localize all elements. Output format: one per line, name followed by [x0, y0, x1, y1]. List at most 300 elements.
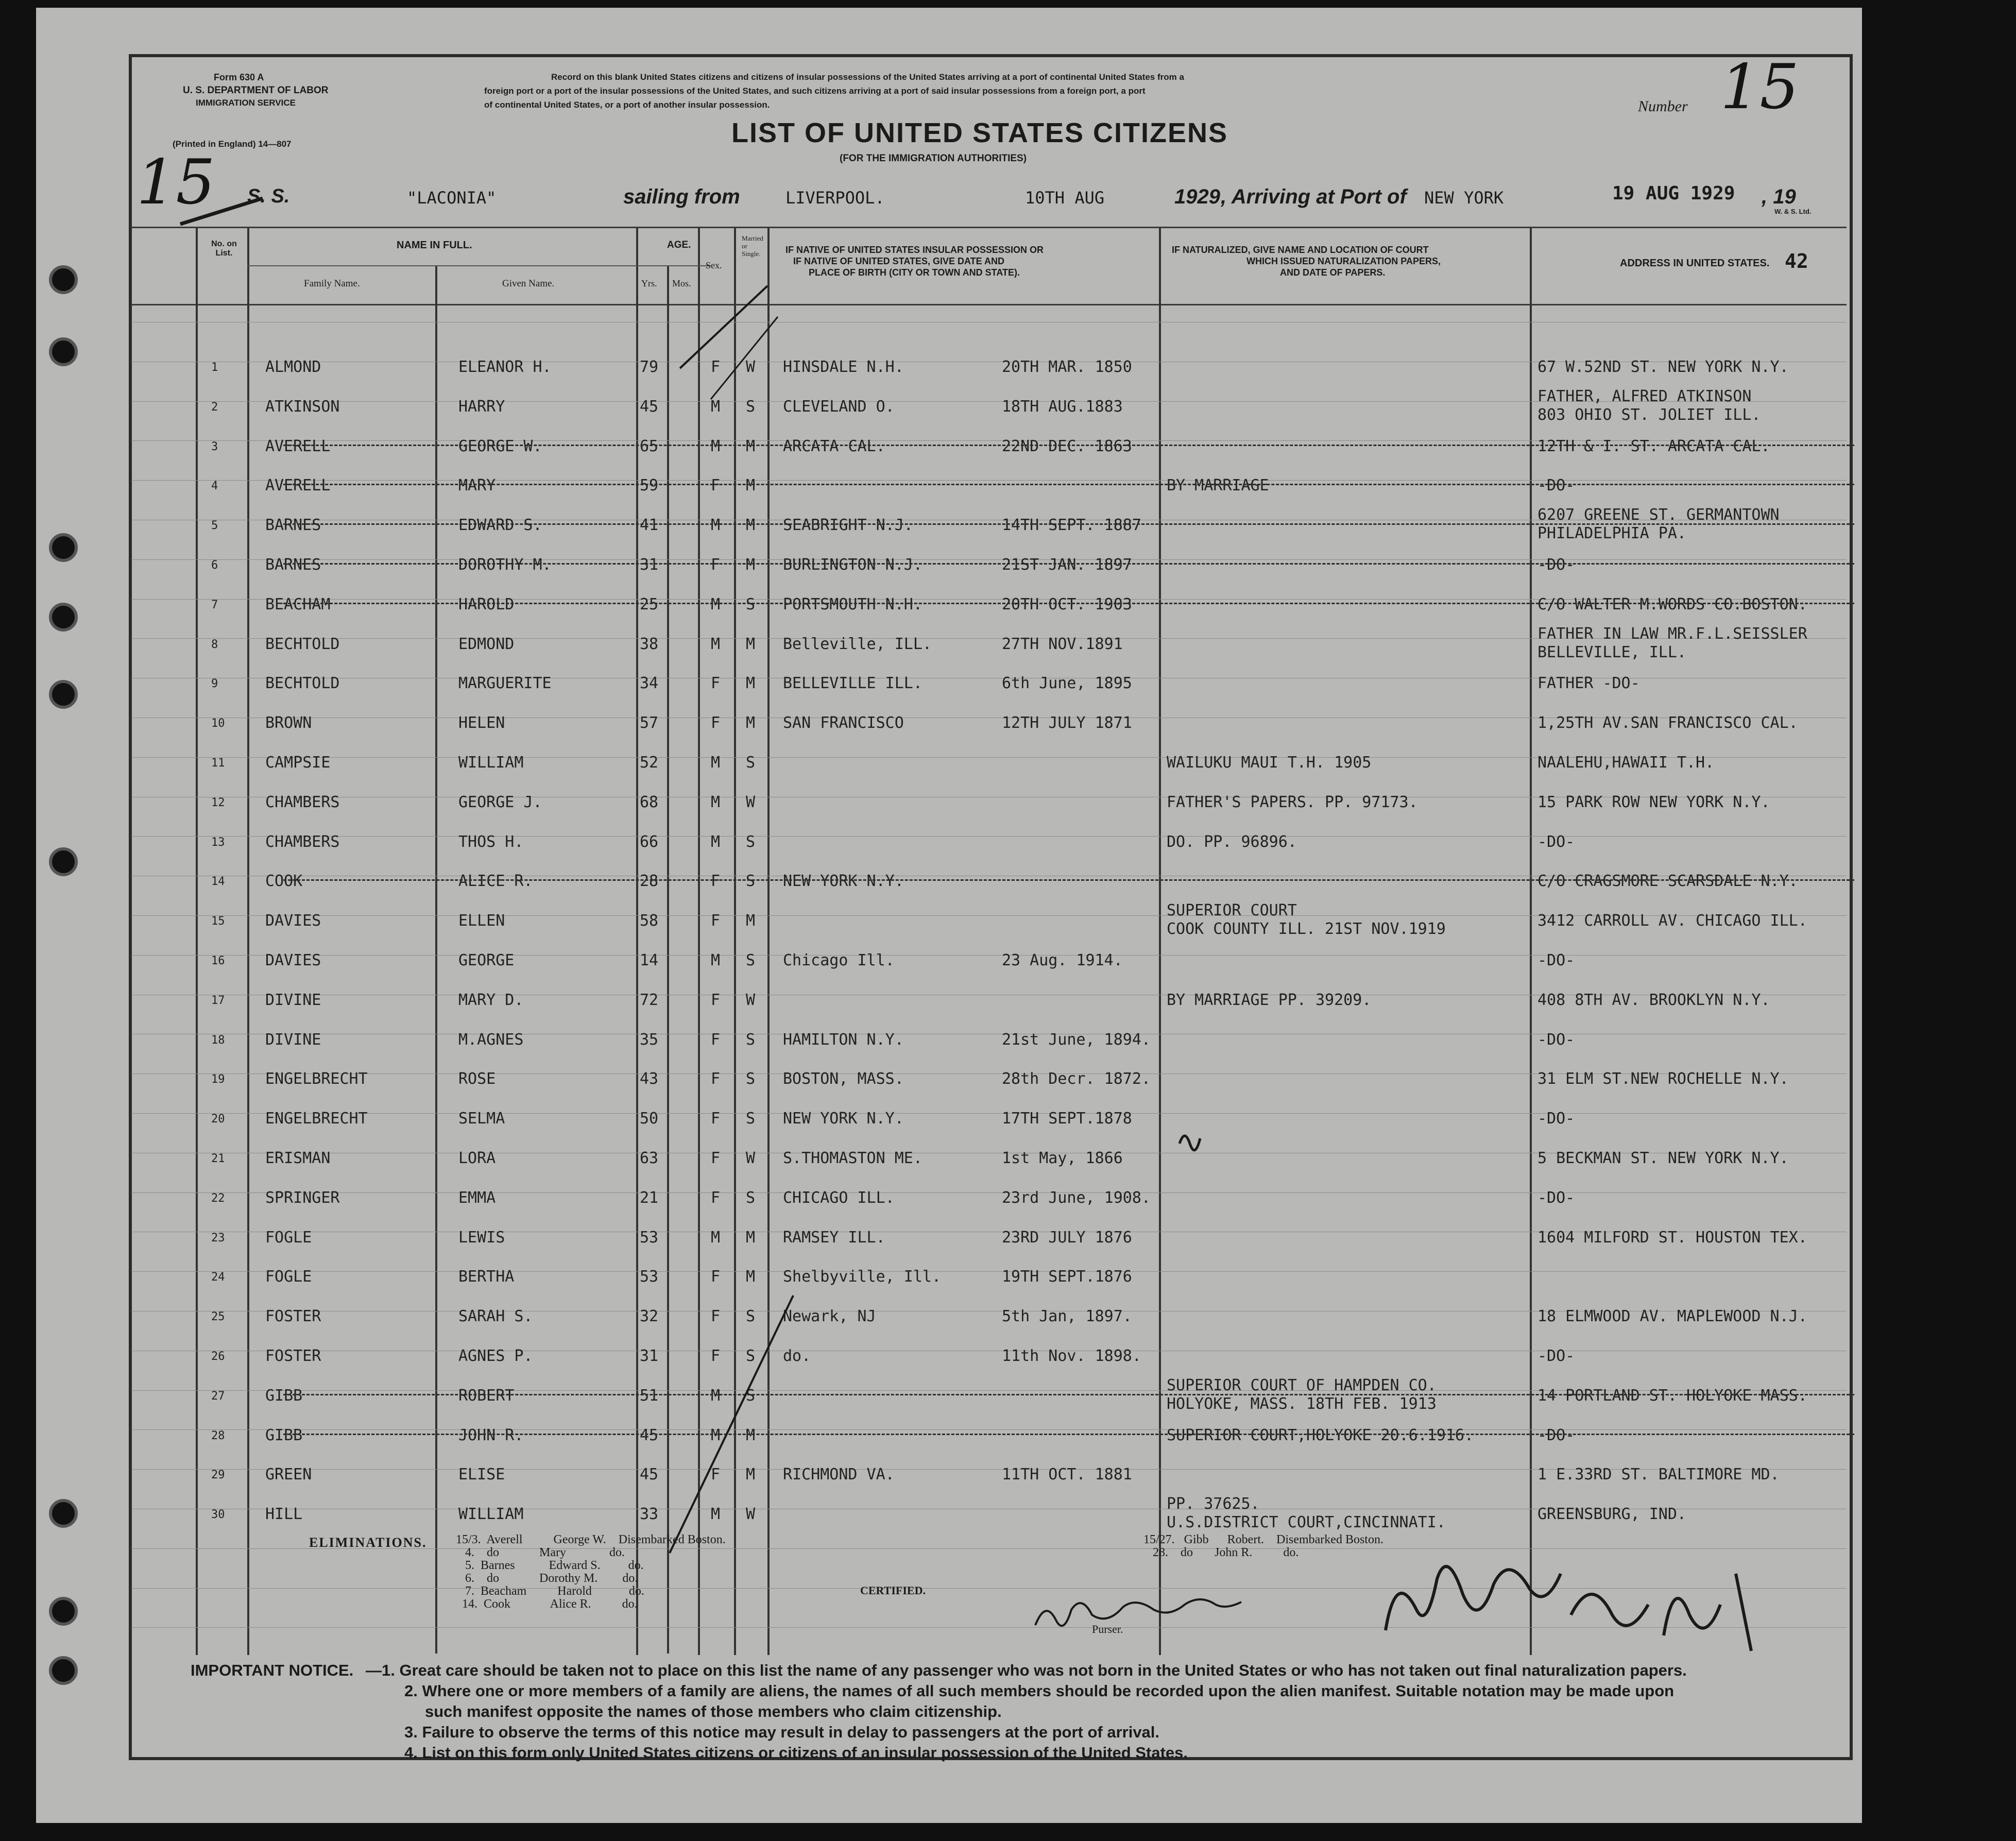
- birth-place: RAMSEY ILL.: [783, 1229, 885, 1247]
- strike-through-line: [283, 523, 1854, 525]
- marital-status: M: [746, 516, 756, 534]
- elimination-entry: 6. do Dorothy M. do.: [456, 1572, 638, 1585]
- address-line-2: BELLEVILLE, ILL.: [1537, 643, 1686, 661]
- marital-status: W: [746, 1505, 756, 1523]
- strike-through-line: [283, 1394, 1854, 1395]
- given-name: LEWIS: [458, 1229, 505, 1247]
- given-name: ROSE: [458, 1070, 496, 1088]
- sex: F: [711, 556, 721, 574]
- marital-status: S: [746, 1347, 756, 1365]
- age-years: 53: [640, 1268, 659, 1286]
- sex: M: [711, 1426, 721, 1444]
- address: 6207 GREENE ST. GERMANTOWN: [1537, 506, 1780, 524]
- birth-place: BOSTON, MASS.: [783, 1070, 904, 1088]
- ruled-line: [131, 1271, 1847, 1272]
- sex: F: [711, 1347, 721, 1365]
- age-years: 32: [640, 1307, 659, 1325]
- family-name: CHAMBERS: [265, 833, 340, 851]
- marital-status: S: [746, 1189, 756, 1207]
- birth-place: HAMILTON N.Y.: [783, 1031, 904, 1049]
- given-name: MARY D.: [458, 991, 524, 1009]
- elimination-entry: 7. Beacham Harold do.: [456, 1584, 644, 1598]
- birth-date: 21st June, 1894.: [1002, 1031, 1151, 1049]
- address: 1 E.33RD ST. BALTIMORE MD.: [1537, 1465, 1780, 1484]
- row-number: 13: [211, 836, 225, 849]
- strike-through-line: [283, 563, 1854, 565]
- age-years: 58: [640, 912, 659, 930]
- family-name: COOK: [265, 872, 303, 890]
- marital-status: M: [746, 1268, 756, 1286]
- marital-status: M: [746, 674, 756, 692]
- row-number: 11: [211, 757, 225, 770]
- naturalization: SUPERIOR COURT OF HAMPDEN CO.: [1167, 1376, 1437, 1394]
- sex: F: [711, 1110, 721, 1128]
- sex: F: [711, 991, 721, 1009]
- form-number: Form 630 A: [214, 72, 264, 82]
- given-name: ELISE: [458, 1465, 505, 1484]
- family-name: FOSTER: [265, 1307, 321, 1325]
- marital-status: S: [746, 951, 756, 969]
- notice-item-3: 3. Failure to observe the terms of this notice may result in delay to passengers at the port of arrival.: [404, 1723, 1160, 1741]
- age-years: 28: [640, 872, 659, 890]
- notice-item-1: —1. Great care should be taken not to place on this list the name of any passenger who was not born in the United States or who has not taken out final naturalization papers.: [366, 1661, 1687, 1679]
- sex: M: [711, 793, 721, 811]
- address-line-2: 803 OHIO ST. JOLIET ILL.: [1537, 406, 1761, 424]
- birth-place: Belleville, ILL.: [783, 635, 932, 653]
- header-age: AGE.: [667, 240, 691, 250]
- record-note-1: Record on this blank United States citizens and citizens of insular possessions of the United States arriving at a port of continental United States from a: [551, 72, 1184, 82]
- ruled-line: [131, 1429, 1847, 1430]
- birth-date: 23 Aug. 1914.: [1002, 951, 1123, 969]
- given-name: ALICE R.: [458, 872, 533, 890]
- purser-signature: [1030, 1594, 1246, 1641]
- strike-through-line: [283, 603, 1854, 604]
- family-name: ENGELBRECHT: [265, 1110, 368, 1128]
- given-name: HARRY: [458, 398, 505, 416]
- address: 31 ELM ST.NEW ROCHELLE N.Y.: [1537, 1070, 1789, 1088]
- address: 67 W.52ND ST. NEW YORK N.Y.: [1537, 358, 1789, 376]
- birth-date: 6th June, 1895: [1002, 674, 1132, 692]
- birth-date: 27TH NOV.1891: [1002, 635, 1123, 653]
- year-suffix: , 19: [1762, 185, 1796, 208]
- naturalization: DO. PP. 96896.: [1167, 833, 1297, 851]
- binder-hole: [49, 265, 78, 294]
- sex: F: [711, 1268, 721, 1286]
- family-name: BARNES: [265, 516, 321, 534]
- birth-date: 20TH MAR. 1850: [1002, 358, 1132, 376]
- given-name: EMMA: [458, 1189, 496, 1207]
- family-name: ATKINSON: [265, 398, 340, 416]
- birth-place: do.: [783, 1347, 811, 1365]
- address: -DO-: [1537, 556, 1575, 574]
- age-years: 31: [640, 1347, 659, 1365]
- given-name: ELEANOR H.: [458, 358, 552, 376]
- marital-status: M: [746, 437, 756, 455]
- sex: M: [711, 1505, 721, 1523]
- birth-date: 5th Jan, 1897.: [1002, 1307, 1132, 1325]
- naturalization-line-2: COOK COUNTY ILL. 21ST NOV.1919: [1167, 920, 1446, 938]
- arriving-label: , Arriving at Port of: [1221, 185, 1407, 208]
- family-name: BROWN: [265, 714, 312, 732]
- age-years: 45: [640, 1426, 659, 1444]
- row-number: 6: [211, 559, 218, 572]
- age-years: 57: [640, 714, 659, 732]
- header-given: Given Name.: [502, 278, 555, 289]
- sex: M: [711, 595, 721, 613]
- address-count: 42: [1785, 250, 1808, 272]
- row-number: 24: [211, 1271, 225, 1284]
- naturalization: WAILUKU MAUI T.H. 1905: [1167, 754, 1372, 772]
- row-number: 4: [211, 480, 218, 492]
- given-name: ELLEN: [458, 912, 505, 930]
- row-number: 8: [211, 638, 218, 651]
- sex: F: [711, 674, 721, 692]
- row-number: 20: [211, 1113, 225, 1126]
- row-number: 7: [211, 599, 218, 611]
- row-number: 22: [211, 1192, 225, 1205]
- sex: M: [711, 1229, 721, 1247]
- sex: F: [711, 912, 721, 930]
- marital-status: S: [746, 754, 756, 772]
- given-name: THOS H.: [458, 833, 524, 851]
- row-number: 14: [211, 875, 225, 888]
- record-note-3: of continental United States, or a port of another insular possession.: [484, 100, 770, 110]
- address: FATHER, ALFRED ATKINSON: [1537, 387, 1752, 405]
- given-name: HELEN: [458, 714, 505, 732]
- marital-status: M: [746, 1229, 756, 1247]
- row-number: 3: [211, 440, 218, 453]
- family-name: SPRINGER: [265, 1189, 340, 1207]
- age-years: 45: [640, 398, 659, 416]
- row-number: 29: [211, 1469, 225, 1481]
- age-years: 38: [640, 635, 659, 653]
- ruled-line: [131, 480, 1847, 481]
- family-name: DAVIES: [265, 912, 321, 930]
- binder-hole: [49, 1656, 78, 1685]
- birth-place: CHICAGO ILL.: [783, 1189, 895, 1207]
- address: C/O WALTER M.WORDS CO.BOSTON.: [1537, 595, 1807, 613]
- age-years: 41: [640, 516, 659, 534]
- family-name: ERISMAN: [265, 1149, 331, 1167]
- family-name: DIVINE: [265, 1031, 321, 1049]
- family-name: ENGELBRECHT: [265, 1070, 368, 1088]
- given-name: AGNES P.: [458, 1347, 533, 1365]
- row-number: 1: [211, 361, 218, 374]
- birth-date: 1st May, 1866: [1002, 1149, 1123, 1167]
- marital-status: M: [746, 1465, 756, 1484]
- col-divider: [196, 228, 198, 1655]
- record-note-2: foreign port or a port of the insular possessions of the United States, and such citizens arriving at a port of said insular possessions from a foreign port, a port: [484, 86, 1146, 96]
- family-name: GIBB: [265, 1387, 303, 1405]
- binder-hole: [49, 1499, 78, 1528]
- header-no: No. on List.: [211, 240, 237, 258]
- header-family: Family Name.: [304, 278, 360, 289]
- margin-list-number: 15: [136, 147, 215, 218]
- col-divider: [435, 265, 437, 1654]
- ruled-line: [131, 955, 1847, 956]
- age-years: 25: [640, 595, 659, 613]
- marital-status: W: [746, 991, 756, 1009]
- birth-date: 21ST JAN. 1897: [1002, 556, 1132, 574]
- col-divider: [1159, 228, 1161, 1655]
- sex: F: [711, 1465, 721, 1484]
- birth-date: 11TH OCT. 1881: [1002, 1465, 1132, 1484]
- sex: F: [711, 1149, 721, 1167]
- given-name: WILLIAM: [458, 754, 524, 772]
- sex: M: [711, 398, 721, 416]
- col-divider: [667, 265, 669, 1654]
- birth-place: SEABRIGHT N.J.: [783, 516, 913, 534]
- family-name: DIVINE: [265, 991, 321, 1009]
- age-years: 33: [640, 1505, 659, 1523]
- family-name: BECHTOLD: [265, 635, 340, 653]
- family-name: BARNES: [265, 556, 321, 574]
- service-label: IMMIGRATION SERVICE: [196, 98, 296, 108]
- row-number: 17: [211, 994, 225, 1007]
- age-years: 72: [640, 991, 659, 1009]
- address: 14 PORTLAND ST. HOLYOKE MASS.: [1537, 1387, 1807, 1405]
- marital-status: S: [746, 1031, 756, 1049]
- header-native-1: IF NATIVE OF UNITED STATES INSULAR POSSESSION OR: [785, 245, 1044, 255]
- row-number: 27: [211, 1390, 225, 1403]
- row-number: 18: [211, 1034, 225, 1047]
- ruled-line: [131, 1192, 1847, 1193]
- row-number: 19: [211, 1073, 225, 1086]
- given-name: EDWARD S.: [458, 516, 542, 534]
- header-married: Married or Single.: [742, 234, 763, 258]
- arrival-date-stamp: 19 AUG 1929: [1612, 183, 1735, 204]
- address: -DO-: [1537, 1110, 1575, 1128]
- binder-hole: [49, 680, 78, 709]
- col-divider: [247, 228, 249, 1655]
- sailing-label: sailing from: [623, 185, 740, 208]
- address: C/O CRAGSMORE SCARSDALE N.Y.: [1537, 872, 1798, 890]
- age-years: 21: [640, 1189, 659, 1207]
- printed-note: (Printed in England) 14—807: [173, 139, 292, 149]
- row-number: 16: [211, 954, 225, 967]
- col-divider: [767, 228, 770, 1655]
- marital-status: S: [746, 595, 756, 613]
- sex: F: [711, 1031, 721, 1049]
- birth-place: Chicago Ill.: [783, 951, 895, 969]
- given-name: SARAH S.: [458, 1307, 533, 1325]
- family-name: CHAMBERS: [265, 793, 340, 811]
- birth-place: BURLINGTON N.J.: [783, 556, 922, 574]
- sex: M: [711, 951, 721, 969]
- header-naturalized-3: AND DATE OF PAPERS.: [1280, 267, 1386, 278]
- given-name: MARGUERITE: [458, 674, 552, 692]
- col-divider: [636, 228, 638, 1655]
- manifest-sheet: [36, 8, 1862, 1823]
- port-from: LIVERPOOL.: [785, 188, 885, 208]
- col-divider: [734, 228, 736, 1655]
- family-name: AVERELL: [265, 476, 331, 495]
- sex: F: [711, 1070, 721, 1088]
- certified-label: CERTIFIED.: [860, 1584, 926, 1597]
- address: -DO-: [1537, 476, 1575, 495]
- binder-hole: [49, 337, 78, 366]
- marital-status: M: [746, 912, 756, 930]
- address: 12TH & I. ST. ARCATA CAL.: [1537, 437, 1770, 455]
- eliminations-list-left: [456, 1533, 726, 1611]
- birth-place: BELLEVILLE ILL.: [783, 674, 922, 692]
- sex: F: [711, 714, 721, 732]
- col-divider: [1530, 228, 1532, 1655]
- family-name: FOGLE: [265, 1268, 312, 1286]
- sex: M: [711, 833, 721, 851]
- address: GREENSBURG, IND.: [1537, 1505, 1686, 1523]
- row-number: 21: [211, 1152, 225, 1165]
- marital-status: S: [746, 398, 756, 416]
- binder-hole: [49, 533, 78, 562]
- row-number: 12: [211, 796, 225, 809]
- given-name: ROBERT: [458, 1387, 515, 1405]
- year-from: 1929: [1174, 185, 1220, 208]
- birth-place: S.THOMASTON ME.: [783, 1149, 922, 1167]
- given-name: BERTHA: [458, 1268, 515, 1286]
- family-name: GREEN: [265, 1465, 312, 1484]
- age-years: 53: [640, 1229, 659, 1247]
- strike-through-line: [283, 484, 1854, 485]
- marital-status: W: [746, 1149, 756, 1167]
- address: -DO-: [1537, 1031, 1575, 1049]
- notice-label: IMPORTANT NOTICE.: [191, 1661, 354, 1679]
- age-years: 43: [640, 1070, 659, 1088]
- marital-status: S: [746, 833, 756, 851]
- notice-item-2-cont: such manifest opposite the names of those members who claim citizenship.: [425, 1702, 1002, 1720]
- address: -DO-: [1537, 1426, 1575, 1444]
- birth-place: CLEVELAND O.: [783, 398, 895, 416]
- sex: M: [711, 516, 721, 534]
- birth-date: 18TH AUG.1883: [1002, 398, 1123, 416]
- binder-hole: [49, 1597, 78, 1626]
- strike-through-line: [283, 445, 1854, 446]
- form-title: LIST OF UNITED STATES CITIZENS: [731, 117, 1228, 148]
- birth-place: ARCATA CAL.: [783, 437, 885, 455]
- date-from: 10TH AUG: [1025, 188, 1105, 208]
- sex: F: [711, 1307, 721, 1325]
- birth-place: Newark, NJ: [783, 1307, 876, 1325]
- naturalization-line-2: HOLYOKE, MASS. 18TH FEB. 1913: [1167, 1395, 1437, 1413]
- row-number: 25: [211, 1310, 225, 1323]
- family-name: AVERELL: [265, 437, 331, 455]
- address: -DO-: [1537, 1347, 1575, 1365]
- given-name: GEORGE: [458, 951, 515, 969]
- list-number: 15: [1720, 52, 1799, 123]
- address: 5 BECKMAN ST. NEW YORK N.Y.: [1537, 1149, 1789, 1167]
- birth-place: Shelbyville, Ill.: [783, 1268, 942, 1286]
- address: 1604 MILFORD ST. HOUSTON TEX.: [1537, 1229, 1807, 1247]
- marital-status: M: [746, 556, 756, 574]
- marital-status: S: [746, 872, 756, 890]
- sex: M: [711, 437, 721, 455]
- printer-mark: W. & S. Ltd.: [1774, 208, 1812, 215]
- marital-status: W: [746, 358, 756, 376]
- naturalization: FATHER'S PAPERS. PP. 97173.: [1167, 793, 1418, 811]
- header-mos: Mos.: [672, 278, 691, 288]
- row-number: 26: [211, 1350, 225, 1363]
- eliminations-list-right: [1143, 1533, 1383, 1559]
- family-name: BECHTOLD: [265, 674, 340, 692]
- age-years: 35: [640, 1031, 659, 1049]
- marital-status: S: [746, 1387, 756, 1405]
- naturalization: SUPERIOR COURT: [1167, 901, 1297, 919]
- given-name: WILLIAM: [458, 1505, 524, 1523]
- header-native-2: IF NATIVE OF UNITED STATES, GIVE DATE AND: [793, 256, 1005, 266]
- given-name: LORA: [458, 1149, 496, 1167]
- eliminations-label: ELIMINATIONS.: [309, 1535, 427, 1550]
- age-years: 59: [640, 476, 659, 495]
- naturalization: SUPERIOR COURT,HOLYOKE 20.6.1916.: [1167, 1426, 1474, 1444]
- elimination-entry: 14. Cook Alice R. do.: [456, 1597, 638, 1611]
- address: 3412 CARROLL AV. CHICAGO ILL.: [1537, 912, 1807, 930]
- birth-date: 19TH SEPT.1876: [1002, 1268, 1132, 1286]
- given-name: JOHN R.: [458, 1426, 524, 1444]
- family-name: FOGLE: [265, 1229, 312, 1247]
- age-years: 34: [640, 674, 659, 692]
- marital-status: M: [746, 1426, 756, 1444]
- given-name: EDMOND: [458, 635, 515, 653]
- birth-place: NEW YORK N.Y.: [783, 1110, 904, 1128]
- address: -DO-: [1537, 951, 1575, 969]
- department-label: U. S. DEPARTMENT OF LABOR: [183, 85, 329, 96]
- family-name: BEACHAM: [265, 595, 331, 613]
- header-address: ADDRESS IN UNITED STATES.: [1620, 258, 1770, 269]
- address: NAALEHU,HAWAII T.H.: [1537, 754, 1715, 772]
- sex: F: [711, 358, 721, 376]
- number-label: Number: [1638, 98, 1688, 115]
- family-name: DAVIES: [265, 951, 321, 969]
- address: -DO-: [1537, 1189, 1575, 1207]
- marital-status: S: [746, 1070, 756, 1088]
- age-years: 65: [640, 437, 659, 455]
- ship-name: "LACONIA": [407, 188, 497, 208]
- given-name: SELMA: [458, 1110, 505, 1128]
- age-years: 66: [640, 833, 659, 851]
- address: 18 ELMWOOD AV. MAPLEWOOD N.J.: [1537, 1307, 1807, 1325]
- birth-date: 12TH JULY 1871: [1002, 714, 1132, 732]
- marital-status: S: [746, 1307, 756, 1325]
- row-number: 5: [211, 519, 218, 532]
- family-name: GIBB: [265, 1426, 303, 1444]
- ruled-line: [131, 559, 1847, 560]
- birth-place: PORTSMOUTH N.H.: [783, 595, 922, 613]
- form-subtitle: (FOR THE IMMIGRATION AUTHORITIES): [840, 153, 1027, 164]
- elimination-entry: 15/3. Averell George W. Disembarked Boston.: [456, 1533, 726, 1546]
- header-native-3: PLACE OF BIRTH (CITY OR TOWN AND STATE).: [809, 267, 1020, 278]
- birth-date: 22ND DEC. 1863: [1002, 437, 1132, 455]
- age-years: 63: [640, 1149, 659, 1167]
- birth-date: 28th Decr. 1872.: [1002, 1070, 1151, 1088]
- birth-date: 23rd June, 1908.: [1002, 1189, 1151, 1207]
- given-name: MARY: [458, 476, 496, 495]
- row-number: 10: [211, 717, 225, 730]
- naturalization: BY MARRIAGE: [1167, 476, 1269, 495]
- given-name: DOROTHY M.: [458, 556, 552, 574]
- address: 15 PARK ROW NEW YORK N.Y.: [1537, 793, 1770, 811]
- header-naturalized-1: IF NATURALIZED, GIVE NAME AND LOCATION OF COURT: [1172, 245, 1429, 255]
- age-years: 68: [640, 793, 659, 811]
- notice-item-2: 2. Where one or more members of a family are aliens, the names of all such members should be recorded upon the alien manifest. Suitable notation may be made upon: [404, 1682, 1675, 1700]
- birth-date: 14TH SEPT. 1887: [1002, 516, 1141, 534]
- address: FATHER IN LAW MR.F.L.SEISSLER: [1537, 625, 1807, 643]
- address: 1,25TH AV.SAN FRANCISCO CAL.: [1537, 714, 1798, 732]
- row-number: 15: [211, 915, 225, 928]
- family-name: FOSTER: [265, 1347, 321, 1365]
- naturalization: BY MARRIAGE PP. 39209.: [1167, 991, 1372, 1009]
- age-years: 51: [640, 1387, 659, 1405]
- family-name: ALMOND: [265, 358, 321, 376]
